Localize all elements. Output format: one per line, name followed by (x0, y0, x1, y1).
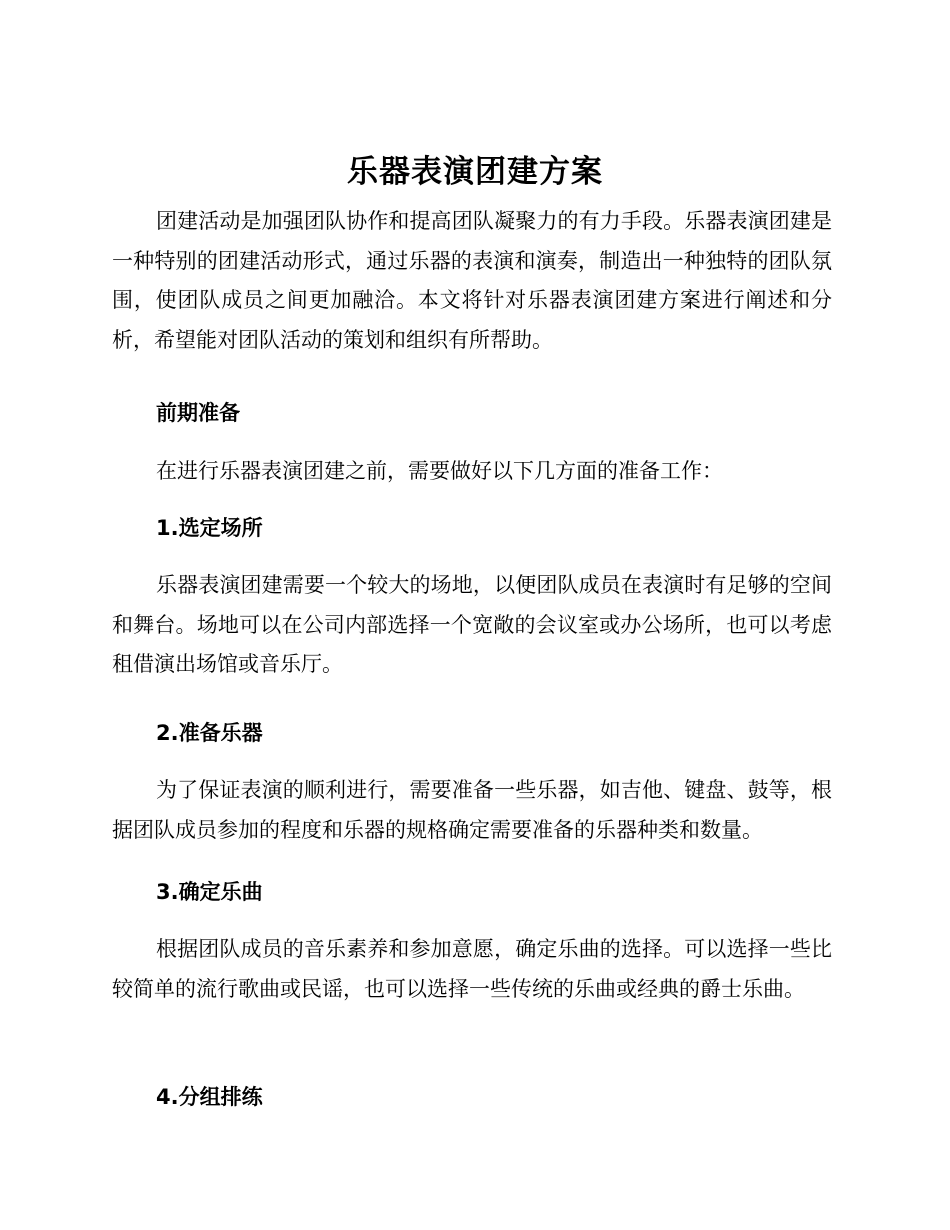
item-paragraph-3: 根据团队成员的音乐素养和参加意愿，确定乐曲的选择。可以选择一些比较简单的流行歌曲或民谣，也可以选择一些传统的乐曲或经典的爵士乐曲。 (112, 937, 832, 1001)
intro-paragraph: 团建活动是加强团队协作和提高团队凝聚力的有力手段。乐器表演团建是一种特别的团建活动形式，通过乐器的表演和演奏，制造出一种独特的团队氛围，使团队成员之间更加融洽。本文将针对乐器表演团建方案进行阐述和分析，希望能对团队活动的策划和组织有所帮助。 (112, 209, 832, 352)
section-heading: 前期准备 (156, 401, 240, 425)
section-intro-paragraph: 在进行乐器表演团建之前，需要做好以下几方面的准备工作： (156, 459, 723, 483)
item-paragraph-1: 乐器表演团建需要一个较大的场地，以便团队成员在表演时有足够的空间和舞台。场地可以在公司内部选择一个宽敞的会议室或办公场所，也可以考虑租借演出场馆或音乐厅。 (112, 573, 832, 676)
item-heading-2: 2.准备乐器 (156, 721, 263, 745)
document-title: 乐器表演团建方案 (347, 154, 603, 190)
item-heading-4: 4.分组排练 (156, 1085, 263, 1109)
item-heading-1: 1.选定场所 (156, 516, 263, 540)
item-heading-3: 3.确定乐曲 (156, 880, 263, 904)
item-paragraph-2: 为了保证表演的顺利进行，需要准备一些乐器，如吉他、键盘、鼓等，根据团队成员参加的程度和乐器的规格确定需要准备的乐器种类和数量。 (112, 778, 832, 842)
